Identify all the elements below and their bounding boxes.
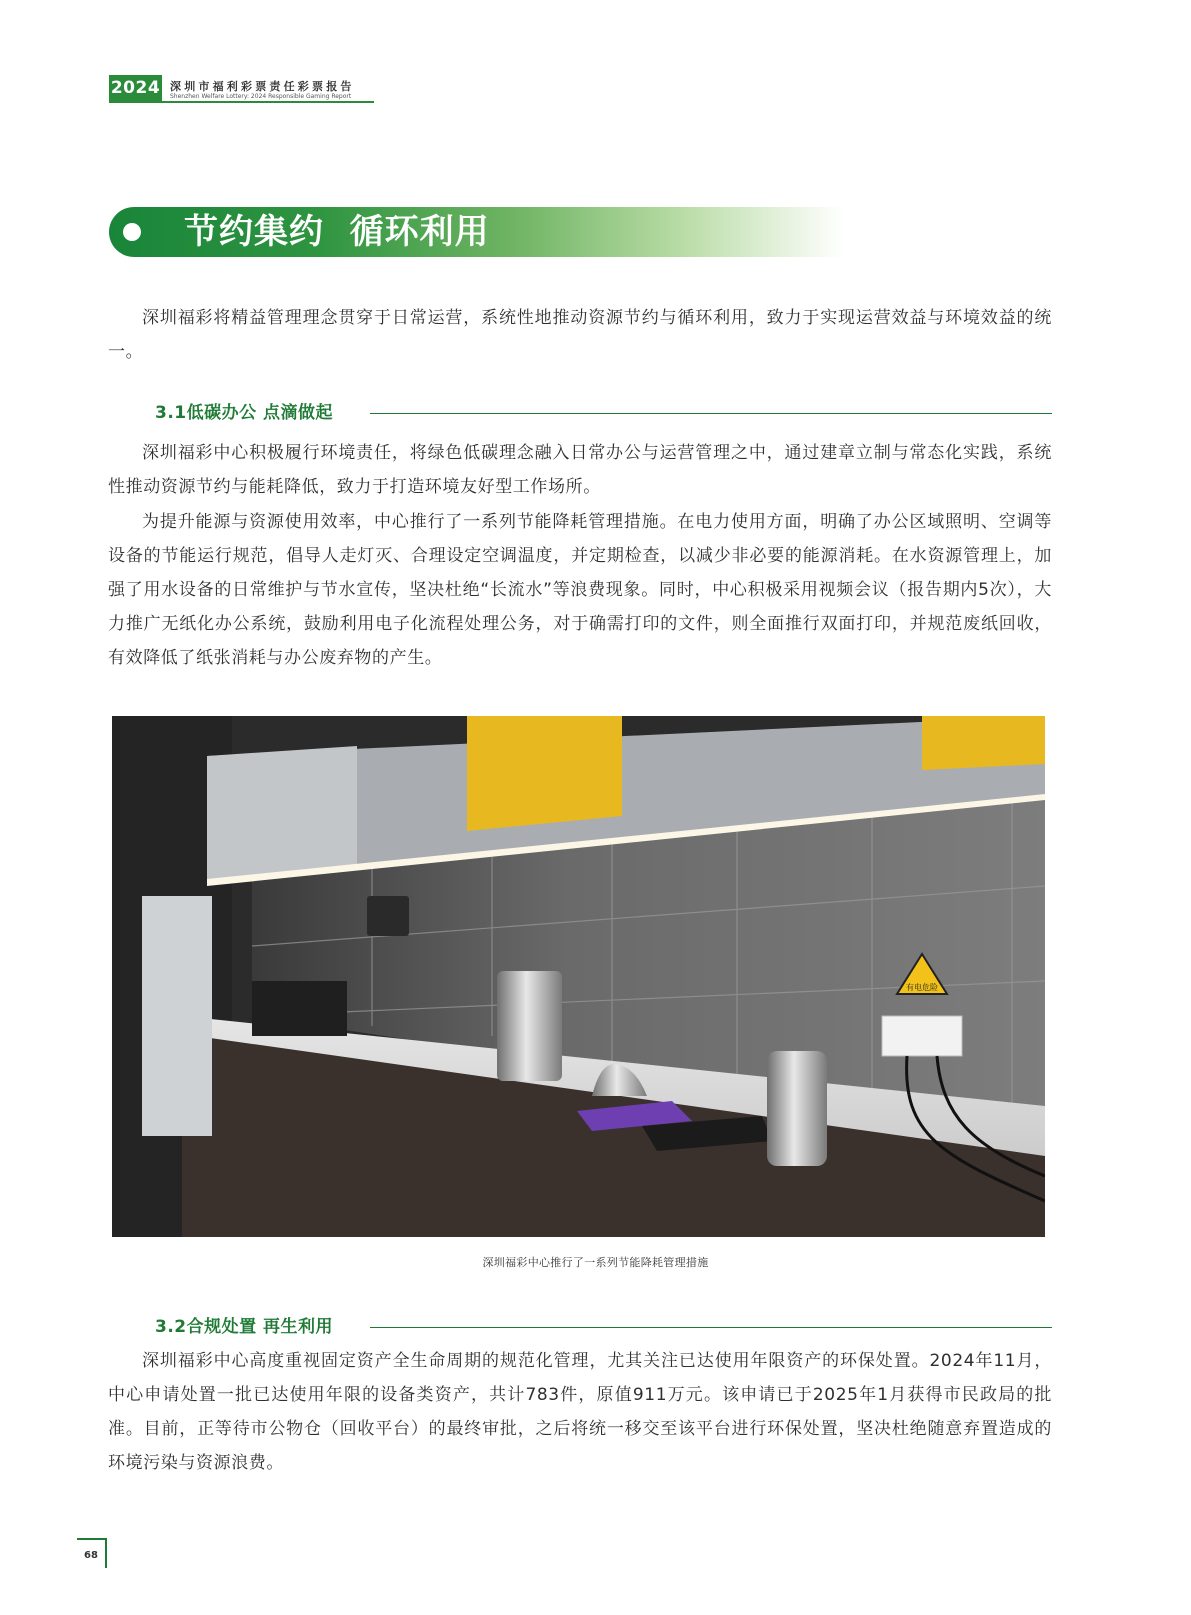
microwave: [252, 981, 347, 1036]
report-title-en: Shenzhen Welfare Lottery: 2024 Responsible Gaming Report: [170, 93, 352, 100]
page-number: 68: [84, 1550, 98, 1561]
subsection-3-1-paragraph-2: 为提升能源与资源使用效率，中心推行了一系列节能降耗管理措施。在电力使用方面，明确了办公区域照明、空调等设备的节能运行规范，倡导人走灯灭、合理设定空调温度，并定期检查，以减少非必要的能源消耗。在水资源管理上，加强了用水设备的日常维护与节水宣传，坚决杜绝“长流水”等浪费现象。同时，中心积极采用视频会议（报告期内5次），大力推广无纸化办公系统，鼓励利用电子化流程处理公务，对于确需打印的文件，则全面推行双面打印，并规范废纸回收，有效降低了纸张消耗与办公废弃物的产生。: [108, 512, 1052, 668]
hand-dryer: [367, 896, 409, 936]
subsection-3-2-paragraph-1: 深圳福彩中心高度重视固定资产全生命周期的规范化管理，尤其关注已达使用年限资产的环保处置。2024年11月，中心申请处置一批已达使用年限的设备类资产，共计783件，原值911万元。该申请已于2025年1月获得市民政局的批准。目前，正等待市公物仓（回收平台）的最终审批，之后将统一移交至该平台进行环保处置，坚决杜绝随意弃置造成的环境污染与资源浪费。: [108, 1351, 1052, 1473]
electric-kettle: [767, 1051, 827, 1166]
subsection-rule-3-2: [370, 1327, 1052, 1328]
subsection-rule-3-1: [370, 413, 1052, 414]
open-shelf-yellow-2: [922, 716, 1045, 770]
subsection-heading-3-2: 3.2合规处置 再生利用: [155, 1317, 334, 1337]
water-boiler: [497, 971, 562, 1081]
subsection-3-1-paragraph-1: 深圳福彩中心积极履行环境责任，将绿色低碳理念融入日常办公与运营管理之中，通过建章立制与常态化实践，系统性推动资源节约与能耗降低，致力于打造环境友好型工作场所。: [108, 443, 1052, 497]
section-banner: [109, 207, 844, 257]
section-title: 节约集约 循环利用: [184, 212, 490, 252]
office-pantry-photo: [112, 716, 1045, 1237]
banner-bullet-icon: [123, 223, 141, 241]
power-outlet: [882, 1016, 962, 1056]
upper-cabinet-left: [207, 746, 357, 881]
section-intro: 深圳福彩将精益管理理念贯穿于日常运营，系统性地推动资源节约与循环利用，致力于实现运营效益与环境效益的统一。: [108, 308, 1052, 362]
subsection-heading-3-1: 3.1低碳办公 点滴做起: [155, 403, 334, 423]
header-underline: [109, 101, 374, 103]
photo-caption: 深圳福彩中心推行了一系列节能降耗管理措施: [482, 1256, 709, 1269]
warning-sign-text: 有电危险: [906, 983, 938, 992]
report-year-badge: 2024: [109, 75, 162, 101]
refrigerator: [142, 896, 212, 1136]
report-title-cn: 深圳市福利彩票责任彩票报告: [170, 80, 355, 93]
open-shelf-yellow-1: [467, 716, 622, 831]
